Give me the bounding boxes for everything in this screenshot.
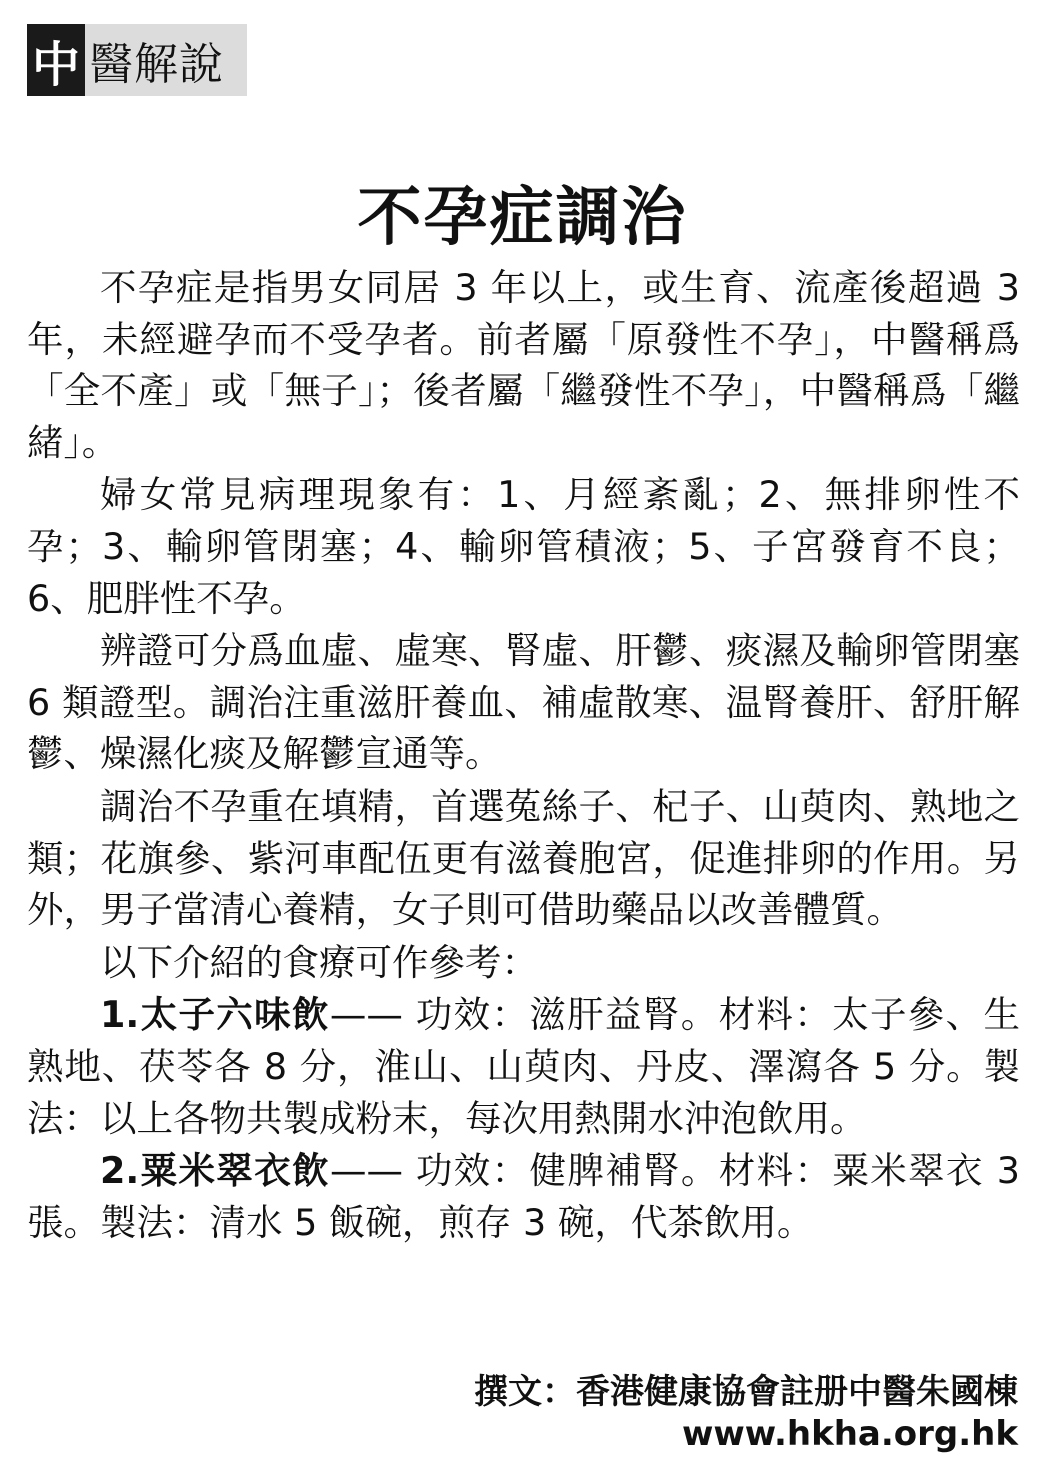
paragraph-diet-intro: 以下介紹的食療可作參考： bbox=[100, 940, 538, 984]
article-title: 不孕症調治 bbox=[357, 181, 688, 255]
paragraph-treatment: 調治不孕重在填精，首選菟絲子、杞子、山萸肉、熟地之類；花旗參、紫河車配伍更有滋養胞宮，促進排卵的作用。另外，男子當清心養精，女子則可借助藥品以改善體質。 bbox=[27, 784, 1020, 932]
column-tag-mark: 中 bbox=[27, 24, 85, 96]
recipe-2-name: 2.粟米翠衣飲 bbox=[100, 1149, 330, 1193]
paragraph-intro: 不孕症是指男女同居 3 年以上，或生育、流產後超過 3 年，未經避孕而不受孕者。前者屬「原發性不孕」，中醫稱爲「全不產」或「無子」；後者屬「繼發性不孕」，中醫稱爲「繼緒」。 bbox=[27, 266, 1020, 464]
recipe-1 bbox=[27, 989, 1020, 1144]
paragraph-diagnosis: 辨證可分爲血虛、虛寒、腎虛、肝鬱、痰濕及輸卵管閉塞 6 類證型。調治注重滋肝養血、補虛散寒、温腎養肝、舒肝解鬱、燥濕化痰及解鬱宣通等。 bbox=[27, 629, 1020, 776]
recipe-1-name: 1.太子六味飲 bbox=[100, 993, 330, 1037]
column-tag bbox=[27, 24, 247, 96]
paragraph-symptoms: 婦女常見病理現象有：1、月經紊亂；2、無排卵性不孕；3、輸卵管閉塞；4、輸卵管積液；5、子宮發育不良；6、肥胖性不孕。 bbox=[27, 473, 1020, 620]
recipe-2-text: —— 功效：健脾補腎。材料：粟米翠衣 3 張。製法：清水 5 飯碗，煎存 3 碗，代茶飲用。 bbox=[27, 1149, 1020, 1244]
recipe-2 bbox=[27, 1145, 1020, 1248]
website-url: www.hkha.org.hk bbox=[681, 1414, 1018, 1454]
article-body bbox=[27, 262, 1020, 1249]
author-byline: 撰文：香港健康協會註册中醫朱國棟 bbox=[474, 1372, 1018, 1412]
recipe-1-text: —— 功效：滋肝益腎。材料：太子參、生熟地、茯苓各 8 分，淮山、山萸肉、丹皮、澤瀉各 5 分。製法：以上各物共製成粉末，每次用熱開水沖泡飲用。 bbox=[27, 993, 1020, 1140]
column-tag-label: 醫解說 bbox=[89, 39, 224, 90]
